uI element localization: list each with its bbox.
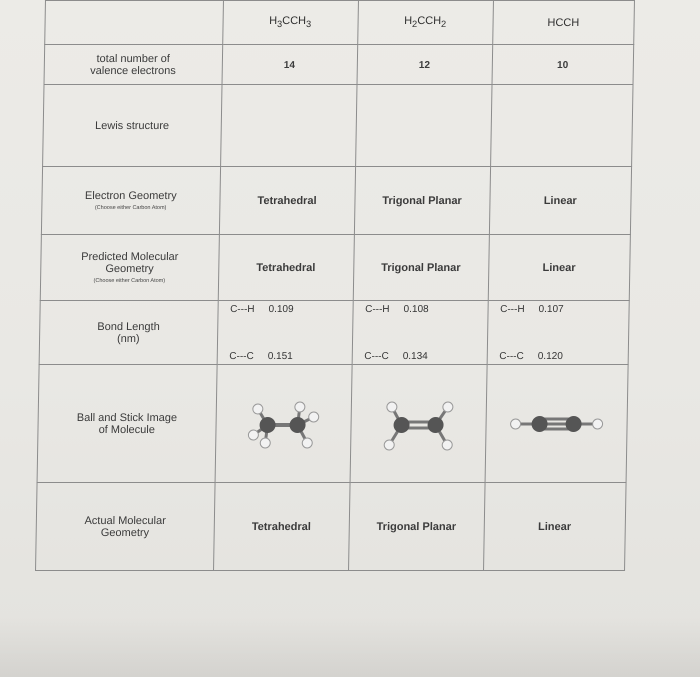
valence-label bbox=[44, 45, 222, 85]
actual-geometry-acetylene: Linear bbox=[483, 483, 626, 571]
predicted-geometry-ethylene: Trigonal Planar bbox=[353, 235, 489, 301]
ball-stick-label-line1: Ball and Stick Image bbox=[76, 411, 178, 424]
actual-geometry-label-line1: Actual Molecular bbox=[84, 514, 166, 527]
cc-bond-value: 0.120 bbox=[537, 350, 563, 362]
lewis-cell-ethane[interactable] bbox=[220, 85, 356, 167]
header-empty-cell bbox=[45, 1, 223, 45]
electron-geometry-ethane: Tetrahedral bbox=[219, 167, 355, 235]
ethylene-ball-stick-icon bbox=[373, 389, 464, 459]
lewis-label: Lewis structure bbox=[43, 85, 222, 167]
ball-stick-label-line2: of Molecule bbox=[98, 423, 155, 436]
bond-length-label-line1: Bond Length bbox=[97, 320, 160, 333]
header-h2cch2: $H_2CCH_2$ bbox=[357, 1, 493, 45]
actual-geometry-label bbox=[36, 483, 215, 571]
valence-value-ethylene: 12 bbox=[357, 45, 493, 85]
valence-label-line2: valence electrons bbox=[90, 64, 176, 77]
electron-geometry-ethylene: Trigonal Planar bbox=[354, 167, 490, 235]
bond-length-ethylene bbox=[352, 301, 488, 365]
cc-bond-value: 0.151 bbox=[267, 350, 293, 362]
bond-length-label-line2: (nm) bbox=[116, 332, 140, 345]
valence-row bbox=[44, 45, 634, 85]
ch-bond-value: 0.107 bbox=[538, 303, 564, 315]
bond-length-row bbox=[39, 301, 629, 365]
predicted-geometry-acetylene: Linear bbox=[488, 235, 631, 301]
header-h3cch3: $H_3CCH_3$ bbox=[222, 1, 358, 45]
molecular-geometry-table bbox=[35, 0, 635, 571]
cc-bond-label: C---C bbox=[229, 350, 254, 362]
lewis-cell-ethylene[interactable] bbox=[355, 85, 491, 167]
lewis-row bbox=[43, 85, 633, 167]
ball-stick-acetylene-cell bbox=[485, 365, 628, 483]
header-row bbox=[45, 1, 635, 45]
ethane-ball-stick-icon bbox=[243, 389, 324, 459]
acetylene-ball-stick-icon bbox=[501, 404, 612, 444]
ch-bond-label: C---H bbox=[500, 303, 525, 315]
ch-bond-label: C---H bbox=[365, 303, 390, 315]
electron-geometry-label bbox=[41, 167, 220, 235]
bond-length-ethane bbox=[217, 301, 353, 365]
ball-stick-ethane-cell bbox=[215, 365, 352, 483]
valence-value-acetylene: 10 bbox=[492, 45, 634, 85]
cc-bond-label: C---C bbox=[499, 350, 524, 362]
actual-geometry-ethylene: Trigonal Planar bbox=[348, 483, 485, 571]
ch-bond-label: C---H bbox=[230, 303, 255, 315]
predicted-geometry-row bbox=[40, 235, 630, 301]
actual-geometry-ethane: Tetrahedral bbox=[213, 483, 350, 571]
header-hcch: HCCH bbox=[492, 1, 634, 45]
electron-geometry-note: (Choose either Carbon Atom) bbox=[94, 205, 167, 211]
predicted-geometry-label-line2: Geometry bbox=[105, 263, 154, 275]
ch-bond-value: 0.109 bbox=[268, 303, 294, 315]
predicted-geometry-label bbox=[40, 235, 219, 301]
valence-value-ethane: 14 bbox=[222, 45, 358, 85]
predicted-geometry-label-line1: Predicted Molecular bbox=[81, 251, 179, 263]
electron-geometry-label-text: Electron Geometry bbox=[84, 190, 177, 202]
lewis-cell-acetylene[interactable] bbox=[490, 85, 633, 167]
valence-label-line1: total number of bbox=[96, 52, 171, 65]
ball-stick-label bbox=[37, 365, 217, 483]
electron-geometry-acetylene: Linear bbox=[489, 167, 632, 235]
electron-geometry-row bbox=[41, 167, 631, 235]
ch-bond-value: 0.108 bbox=[403, 303, 429, 315]
ball-stick-ethylene-cell bbox=[350, 365, 487, 483]
predicted-geometry-ethane: Tetrahedral bbox=[218, 235, 354, 301]
cc-bond-label: C---C bbox=[364, 350, 389, 362]
actual-geometry-row bbox=[36, 483, 627, 571]
cc-bond-value: 0.134 bbox=[402, 350, 428, 362]
actual-geometry-label-line2: Geometry bbox=[100, 526, 150, 539]
ball-stick-row bbox=[37, 365, 628, 483]
predicted-geometry-note: (Choose either Carbon Atom) bbox=[93, 278, 166, 284]
bond-length-label bbox=[39, 301, 218, 365]
bond-length-acetylene bbox=[487, 301, 630, 365]
